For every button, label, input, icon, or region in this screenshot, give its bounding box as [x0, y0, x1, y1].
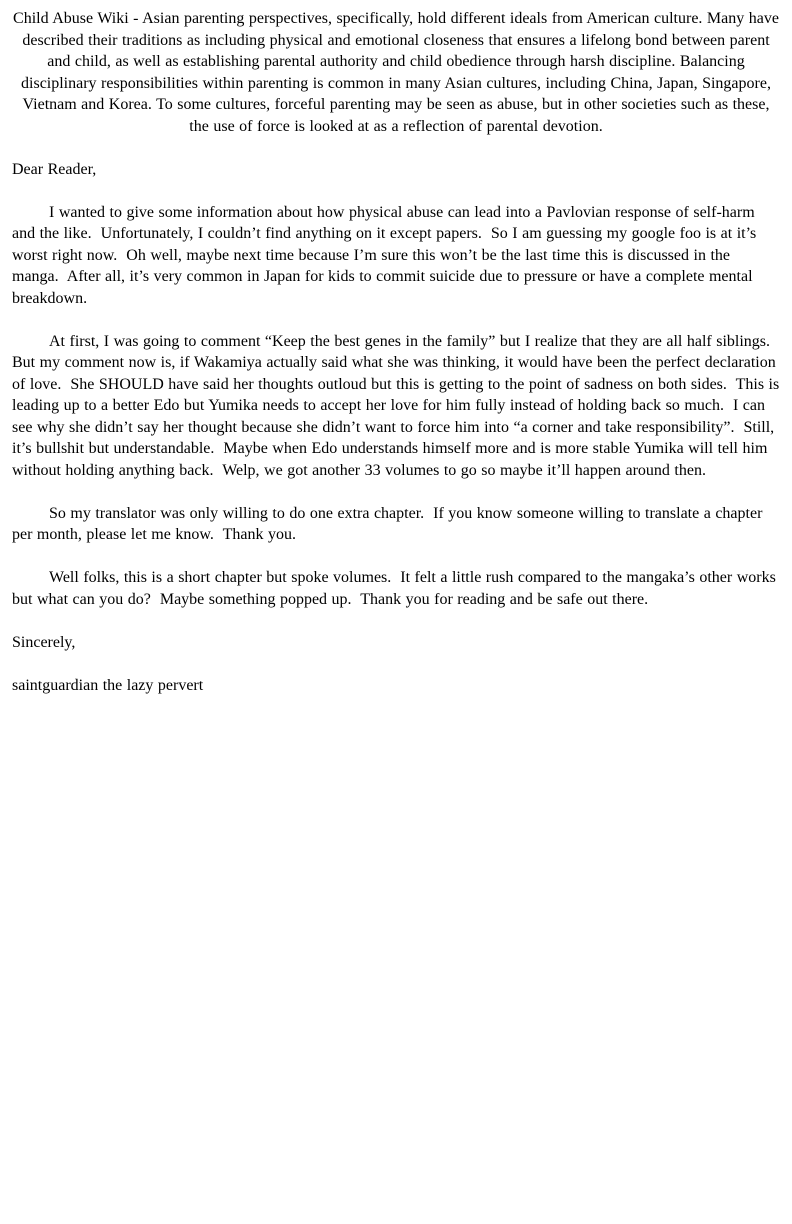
body-paragraph-4: Well folks, this is a short chapter but spoke volumes. It felt a little rush compared to the mangaka’s other works but what can you do? Maybe something popped up. Thank you for reading and be safe out there. [12, 569, 781, 608]
signature: saintguardian the lazy pervert [12, 676, 204, 694]
body-paragraph-1: I wanted to give some information about how physical abuse can lead into a Pavlovian response of self-harm and the like. Unfortunately, I couldn’t find anything on it except papers. So I am guessing my google foo is at it’s worst right now. Oh well, maybe next time because I’m sure this won’t be the last time this is discussed in the manga. After all, it’s very common in Japan for kids to commit suicide due to pressure or have a complete mental breakdown. [12, 203, 761, 307]
salutation: Dear Reader, [12, 160, 97, 178]
closing: Sincerely, [12, 633, 76, 651]
body-paragraph-2: At first, I was going to comment “Keep the best genes in the family” but I realize that they are all half siblings. But my comment now is, if Wakamiya actually said what she was thinking, it would have been the perfect declaration of love. She SHOULD have said her thoughts outloud but this is getting to the point of sadness on both sides. This is leading up to a better Edo but Yumika needs to accept her love for him fully instead of holding back so much. I can see why she didn’t say her thought because she didn’t want to force him into “a corner and take responsibility”. Still, it’s bullshit but understandable. Maybe when Edo understands himself more and is more stable Yumika will tell him without holding anything back. Welp, we got another 33 volumes to go so maybe it’ll happen around then. [12, 332, 784, 479]
body-paragraph-3: So my translator was only willing to do one extra chapter. If you know someone willing to translate a chapter per month, please let me know. Thank you. [12, 504, 767, 543]
header-paragraph: Child Abuse Wiki - Asian parenting perspectives, specifically, hold different ideals from American culture. Many have described their traditions as including physical and emotional closeness that ensures a lifelong bond between parent and child, as well as establishing parental authority and child obedience through harsh discipline. Balancing disciplinary responsibilities within parenting is common in many Asian cultures, including China, Japan, Singapore, Vietnam and Korea. To some cultures, forceful parenting may be seen as abuse, but in other societies such as these, the use of force is looked at as a reflection of parental devotion. [13, 10, 784, 135]
